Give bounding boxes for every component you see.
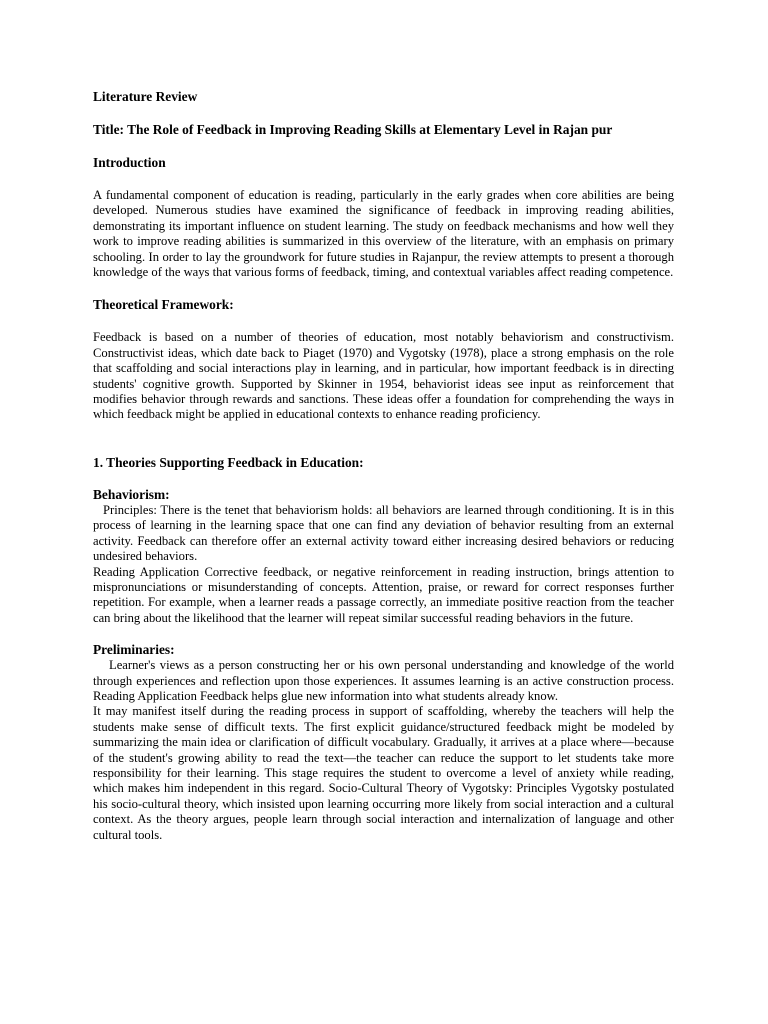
behaviorism-reading-application-paragraph: Reading Application Corrective feedback, or negative reinforcement in reading instruction, brings attention to mispronunciations or misunderstanding of concepts. Attention, praise, or reward for correct responses further repetition. For example, when a learner reads a passage correctly, an immediate positive reaction from the teacher can bring about the likelihood that the learner will repeat similar successful reading behaviors in the future. xyxy=(93,564,674,625)
document-title: Title: The Role of Feedback in Improving Reading Skills at Elementary Level in Rajan pur xyxy=(93,122,613,137)
theoretical-framework-heading: Theoretical Framework: xyxy=(93,297,234,313)
preliminaries-heading: Preliminaries: xyxy=(93,642,175,658)
section-1-heading: 1. Theories Supporting Feedback in Education: xyxy=(93,454,364,470)
introduction-paragraph: A fundamental component of education is reading, particularly in the early grades when core abilities are being developed. Numerous studies have examined the significance of feedback in improving reading abilities, demonstrating its important influence on student learning. The study on feedback mechanisms and how well they work to improve reading abilities is summarized in this overview of the literature, with an emphasis on primary schooling. In order to lay the groundwork for future studies in Rajanpur, the review attempts to present a thorough knowledge of the ways that various forms of feedback, timing, and contextual variables affect reading competence. xyxy=(93,188,674,280)
behaviorism-heading: Behaviorism: xyxy=(93,486,170,502)
preliminaries-views-paragraph: Learner's views as a person constructing her or his own personal understanding and knowledge of the world through experiences and reflection upon those experiences. It assumes learning is an active construction process. Reading Application Feedback helps glue new information into what students already know. xyxy=(93,658,674,703)
behaviorism-principles-paragraph: Principles: There is the tenet that behaviorism holds: all behaviors are learned through conditioning. It is in this process of learning in the learning space that one can find any deviation of behavior resulting from an external activity. Feedback can therefore offer an external activity toward either increasing desired behaviors or reducing undesired behaviors. xyxy=(93,502,674,564)
document-page xyxy=(93,88,674,843)
introduction-heading: Introduction xyxy=(93,155,166,170)
preliminaries-scaffolding-paragraph: It may manifest itself during the reading process in support of scaffolding, whereby the teachers will help the students make sense of difficult texts. The first explicit guidance/structured feedback might be modeled by summarizing the main idea or clarification of difficult vocabulary. Gradually, it arrives at a place where—because of the student's growing ability to read the text—the teacher can reduce the support to let students take more responsibility for their learning. This stage requires the student to overcome a level of anxiety while reading, which makes him independent in this regard. Socio-Cultural Theory of Vygotsky: Principles Vygotsky postulated his socio-cultural theory, which insisted upon learning occurring more likely from social interaction and a cultural context. As the theory argues, people learn through social interaction and internalization of language and other cultural tools. xyxy=(93,704,674,842)
theoretical-framework-paragraph: Feedback is based on a number of theories of education, most notably behaviorism and constructivism. Constructivist ideas, which date back to Piaget (1970) and Vygotsky (1978), place a strong emphasis on the role that scaffolding and social interactions play in learning, and in particular, how important feedback is in directing students' cognitive growth. Supported by Skinner in 1954, behaviorist ideas see input as reinforcement that modifies behavior through rewards and sanctions. These ideas offer a foundation for comprehending the ways in which feedback might be applied in educational contexts to enhance reading proficiency. xyxy=(93,330,674,422)
document-label: Literature Review xyxy=(93,89,198,104)
